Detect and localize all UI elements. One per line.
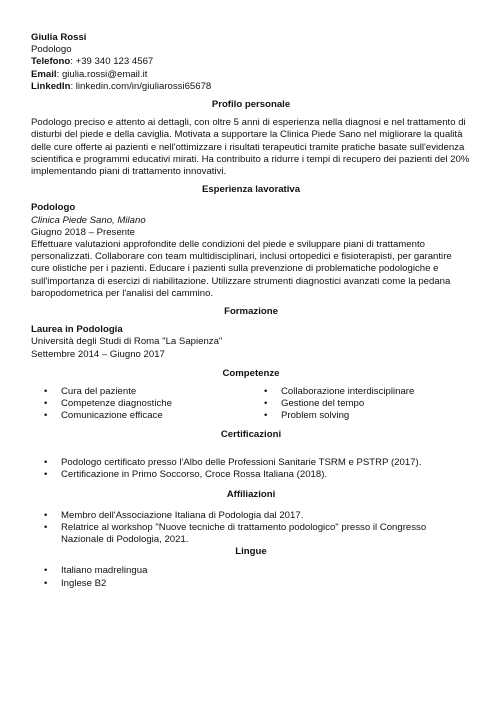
list-item: • Gestione del tempo	[251, 398, 471, 410]
job-description: Effettuare valutazioni approfondite delle condizioni del piede e sviluppare piani di trattamento personalizzati. Collaborare con team multidisciplinari, inclusi ortopedici e fisioterapisti, per garantire cure olistiche per i pazienti. Educare i pazienti sulla prevenzione di problematiche podologiche e sull'importanza di esercizi di riabilitazione. Utilizzare strumenti diagnostici avanzati come la pedana baropodometrica per l'analisi del cammino.	[31, 239, 452, 299]
phone-line: Telefono: +39 340 123 4567	[31, 56, 154, 68]
job-title: Podologo	[31, 202, 76, 214]
job-dates: Giugno 2018 – Presente	[31, 226, 136, 238]
list-item: • Comunicazione efficace	[31, 410, 251, 422]
candidate-role: Podologo	[31, 44, 72, 56]
email-value[interactable]: giulia.rossi@email.it	[61, 68, 148, 80]
list-item: • Competenze diagnostiche	[31, 398, 251, 410]
employer: Clinica Piede Sano, Milano	[31, 214, 146, 226]
email-line: Email: giulia.rossi@email.it	[31, 68, 148, 80]
education-heading: Formazione	[224, 306, 278, 318]
certifications-list	[31, 457, 471, 481]
profile-heading: Profilo personale	[211, 99, 291, 111]
skills-heading: Competenze	[222, 367, 280, 379]
list-item: • Certificazione in Primo Soccorso, Croce Rossa Italiana (2018).	[31, 469, 471, 481]
list-item: • Cura del paziente	[31, 386, 251, 398]
linkedin-label: LinkedIn	[31, 80, 71, 92]
list-item: • Collaborazione interdisciplinare	[251, 386, 471, 398]
candidate-name: Giulia Rossi	[31, 32, 87, 43]
degree: Laurea in Podologia	[31, 324, 123, 336]
email-label: Email	[31, 68, 57, 80]
experience-heading: Esperienza lavorativa	[201, 184, 301, 196]
languages-list	[31, 565, 471, 589]
affiliations-list	[31, 510, 471, 547]
linkedin-value[interactable]: linkedin.com/in/giuliarossi65678	[75, 80, 212, 92]
linkedin-line: LinkedIn: linkedin.com/in/giuliarossi65678	[31, 80, 212, 92]
list-item: • Inglese B2	[31, 578, 471, 590]
school: Università degli Studi di Roma "La Sapienza"	[31, 336, 223, 348]
skills-columns	[31, 386, 471, 423]
certifications-heading: Certificazioni	[220, 428, 282, 440]
list-item: • Podologo certificato presso l'Albo delle Professioni Sanitarie TSRM e PSTRP (2017).	[31, 457, 471, 469]
affiliations-heading: Affiliazioni	[226, 489, 276, 501]
skills-list-right	[251, 386, 471, 423]
resume-page	[31, 32, 471, 590]
header	[31, 32, 471, 93]
list-item: • Relatrice al workshop "Nuove tecniche di trattamento podologico" presso il Congresso Nazionale di Podologia, 2021.	[31, 522, 471, 546]
phone-value: +39 340 123 4567	[75, 56, 154, 68]
list-item: • Problem solving	[251, 410, 471, 422]
list-item: • Membro dell'Associazione Italiana di Podologia dal 2017.	[31, 510, 471, 522]
phone-label: Telefono	[31, 56, 71, 68]
skills-list-left	[31, 386, 251, 423]
list-item: • Italiano madrelingua	[31, 565, 471, 577]
profile-text: Podologo preciso e attento ai dettagli, con oltre 5 anni di esperienza nella diagnosi e nel trattamento di disturbi del piede e della caviglia. Motivata a supportare la Clinica Piede Sano nel migliorare la qualità delle cure offerte ai pazienti e nell'ottimizzare i risultati terapeutici tramite pratiche basate sull'evidenza scientifica e programmi educativi mirati. Ha contribuito a ridurre i tempi di recupero dei pazienti del 20% implementando piani di trattamento innovativi.	[31, 117, 470, 178]
education-dates: Settembre 2014 – Giugno 2017	[31, 348, 165, 360]
languages-heading: Lingue	[235, 546, 267, 558]
